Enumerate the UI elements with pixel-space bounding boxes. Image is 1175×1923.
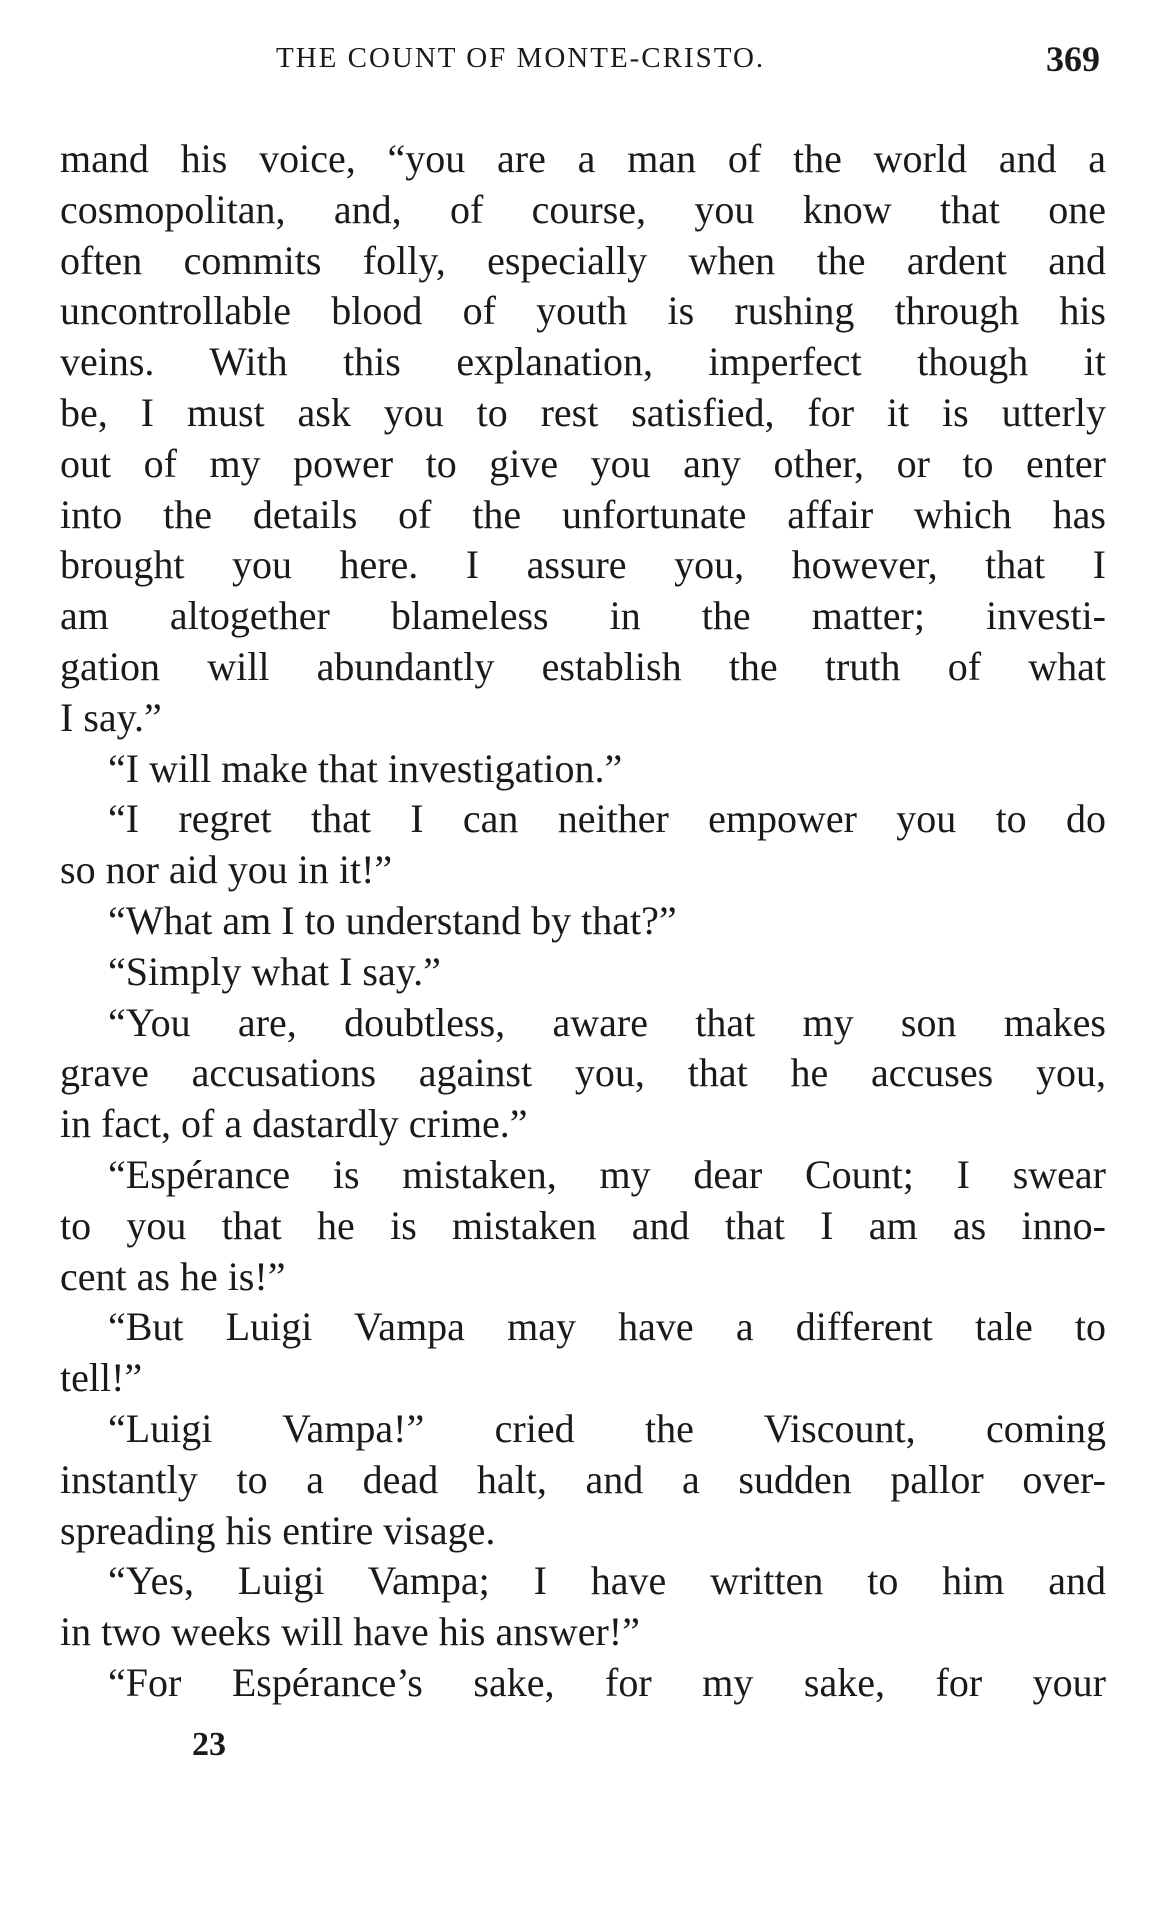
- text-line: “Simply what I say.”: [108, 948, 441, 994]
- text-line: instantly to a dead halt, and a sudden pallor over-: [60, 1456, 1106, 1502]
- text-line: “For Espérance’s sake, for my sake, for your: [108, 1659, 1106, 1705]
- text-line: to you that he is mistaken and that I am as inno-: [60, 1202, 1106, 1248]
- text-line: tell!”: [60, 1355, 143, 1401]
- text-line: cosmopolitan, and, of course, you know that one: [60, 186, 1106, 232]
- text-line: “Espérance is mistaken, my dear Count; I swear: [108, 1151, 1106, 1197]
- text-line: be, I must ask you to rest satisfied, for it is utterly: [60, 389, 1106, 435]
- text-line: uncontrollable blood of youth is rushing through his: [60, 288, 1106, 334]
- running-head: [60, 38, 1110, 84]
- text-line: gation will abundantly establish the truth of what: [60, 643, 1106, 689]
- text-line: into the details of the unfortunate affair which has: [60, 491, 1106, 537]
- text-line: in two weeks will have his answer!”: [60, 1609, 640, 1655]
- text-line: veins. With this explanation, imperfect though it: [60, 339, 1106, 385]
- text-line: in fact, of a dastardly crime.”: [60, 1101, 528, 1147]
- text-line: mand his voice, “you are a man of the world and a: [60, 136, 1106, 181]
- text-line: I say.”: [60, 694, 162, 740]
- body-text: [60, 134, 1106, 1709]
- text-line: grave accusations against you, that he accuses you,: [60, 1050, 1106, 1096]
- text-line: spreading his entire visage.: [60, 1507, 496, 1553]
- text-line: “But Luigi Vampa may have a different tale to: [108, 1304, 1106, 1350]
- text-line: “You are, doubtless, aware that my son makes: [108, 999, 1106, 1045]
- text-line: “What am I to understand by that?”: [108, 897, 677, 943]
- text-line: “Yes, Luigi Vampa; I have written to him and: [108, 1558, 1106, 1604]
- text-line: am altogether blameless in the matter; investi-: [60, 593, 1106, 639]
- text-line: cent as he is!”: [60, 1253, 286, 1299]
- text-line: out of my power to give you any other, or to enter: [60, 440, 1106, 486]
- page-number: 369: [1046, 39, 1100, 79]
- text-line: “I regret that I can neither empower you to do: [108, 796, 1106, 842]
- text-line: often commits folly, especially when the ardent and: [60, 237, 1106, 283]
- text-line: “I will make that investigation.”: [108, 745, 623, 791]
- signature-mark: 23: [192, 1726, 226, 1763]
- text-line: so nor aid you in it!”: [60, 847, 393, 893]
- text-line: “Luigi Vampa!” cried the Viscount, coming: [108, 1405, 1106, 1451]
- text-line: brought you here. I assure you, however, that I: [60, 542, 1106, 588]
- running-title: THE COUNT OF MONTE-CRISTO.: [276, 42, 766, 74]
